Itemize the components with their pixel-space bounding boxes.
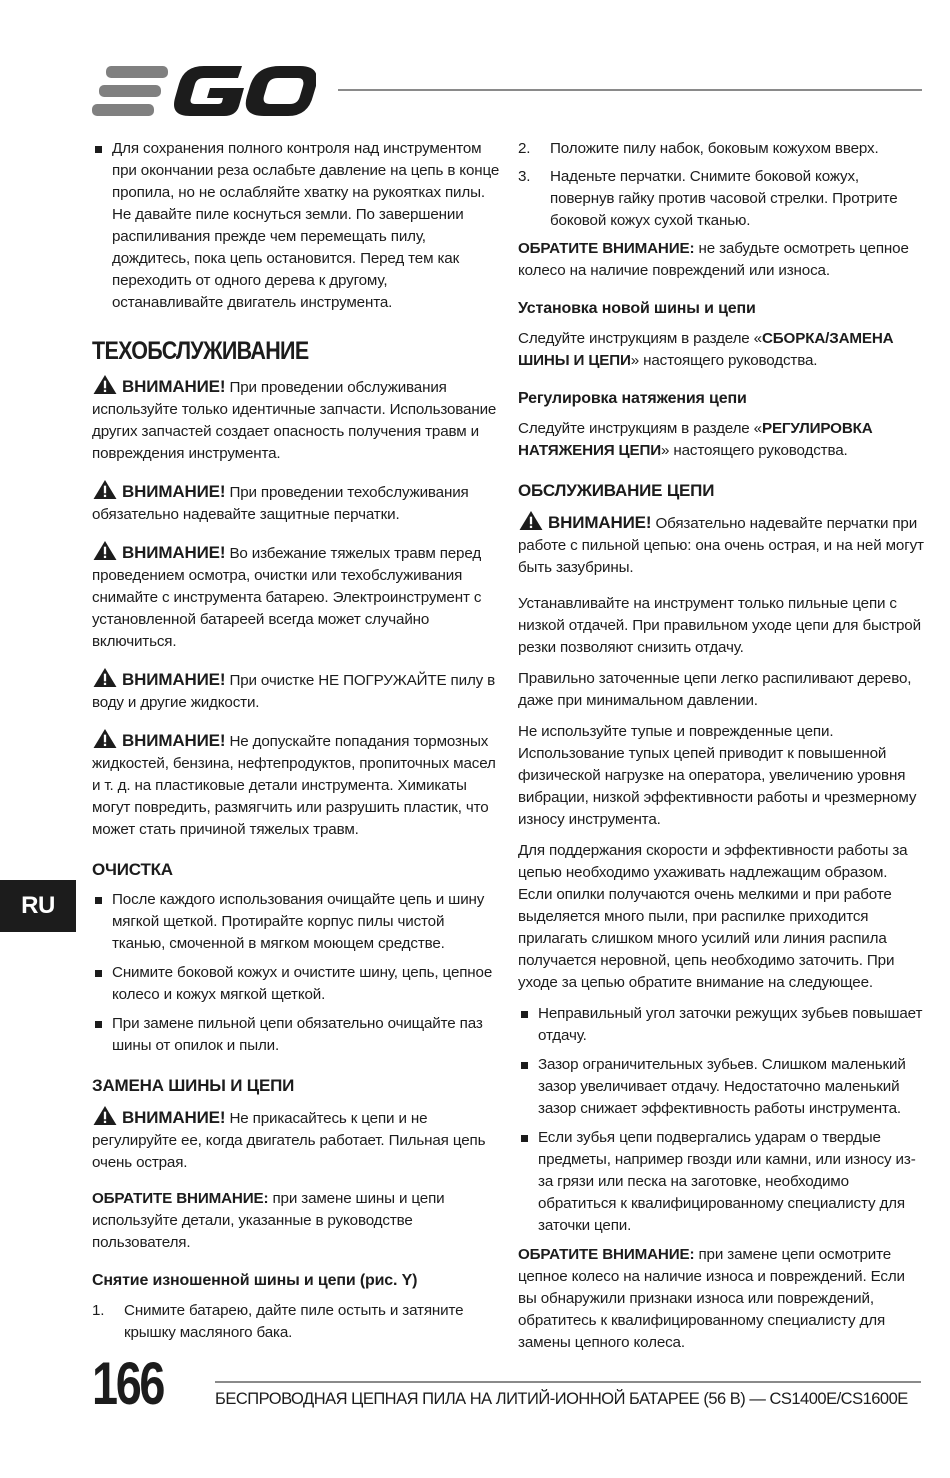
warning-label: ВНИМАНИЕ!: [122, 670, 226, 689]
warning-block: [92, 374, 500, 465]
step-text: Наденьте перчатки. Снимите боковой кожух, повернув гайку против часовой стрелки. Протрите боковой кожух сухой тканью.: [550, 168, 898, 229]
warning-icon: [92, 728, 118, 749]
warning-label: ВНИМАНИЕ!: [122, 377, 226, 396]
warning-block: [92, 667, 500, 714]
tension-title: Регулировка натяжения цепи: [518, 390, 747, 407]
tension-paragraph: [518, 418, 924, 462]
ego-logo: [92, 66, 316, 116]
list-item: При замене пильной цепи обязательно очищайте паз шины от опилок и пыли.: [92, 1013, 500, 1057]
note-text: при замене шины и цепи используйте детали, указанные в руководстве пользователя.: [92, 1190, 445, 1251]
intro-bullet: Для сохранения полного контроля над инструментом при окончании реза ослабьте давление на цепь в конце пропила, но не ослабляйте хватку на рукоятках пилы. Не давайте пиле коснуться земли. По завершении распиливания прежде чем перемещать пилу, дождитесь, пока цепь остановится. Перед тем как переходить от одного дерева к другому, останавливайте двигатель инструмента.: [92, 138, 500, 314]
warning-icon: [518, 510, 544, 531]
page-number: 166: [92, 1350, 164, 1417]
note-paragraph: [518, 1244, 924, 1354]
step-number: 1.: [92, 1302, 105, 1319]
paragraph: Устанавливайте на инструмент только пильные цепи с низкой отдачей. При правильном уходе цепи для быстрой резки позволяют снизить отдачу.: [518, 595, 921, 656]
step-item: [92, 1300, 500, 1344]
warning-text: Во избежание тяжелых травм перед проведением осмотра, очистки или техобслуживания снимайте с инструмента батарею. Электроинструмент с установленной батареей всегда может случайно включиться.: [92, 545, 482, 650]
note-paragraph: [92, 1188, 500, 1254]
tension-ref: РЕГУЛИРОВКА НАТЯЖЕНИЯ ЦЕПИ: [518, 420, 873, 459]
warning-text: При проведении техобслуживания обязательно надевайте защитные перчатки.: [92, 484, 469, 523]
note-paragraph: [518, 238, 924, 282]
install-ref: СБОРКА/ЗАМЕНА ШИНЫ И ЦЕПИ: [518, 330, 894, 369]
step-number: 2.: [518, 140, 531, 157]
replace-title: ЗАМЕНА ШИНЫ И ЦЕПИ: [92, 1076, 295, 1095]
warning-icon: [92, 540, 118, 561]
warning-block: [518, 510, 924, 579]
list-item: Неправильный угол заточки режущих зубьев повышает отдачу.: [518, 1003, 924, 1047]
install-post: » настоящего руководства.: [630, 352, 818, 369]
warning-label: ВНИМАНИЕ!: [122, 1108, 226, 1127]
cleaning-title: ОЧИСТКА: [92, 860, 173, 879]
chain-service-title: ОБСЛУЖИВАНИЕ ЦЕПИ: [518, 481, 715, 500]
warning-text: При очистке НЕ ПОГРУЖАЙТЕ пилу в воду и другие жидкости.: [92, 672, 496, 711]
install-pre: Следуйте инструкциям в разделе «: [518, 330, 762, 347]
left-column: [92, 138, 500, 1350]
warning-label: ВНИМАНИЕ!: [122, 731, 226, 750]
paragraph: Правильно заточенные цепи легко распиливают дерево, даже при минимальном давлении.: [518, 670, 912, 709]
warning-block: [92, 540, 500, 653]
warning-icon: [92, 479, 118, 500]
warning-block: [92, 728, 500, 841]
language-tab: RU: [0, 880, 76, 932]
tension-pre: Следуйте инструкциям в разделе «: [518, 420, 762, 437]
warning-label: ВНИМАНИЕ!: [122, 543, 226, 562]
step-item: [518, 138, 924, 160]
warning-label: ВНИМАНИЕ!: [122, 482, 226, 501]
paragraph: Для поддержания скорости и эффективности работы за цепью необходимо ухаживать надлежащим образом. Если опилки получаются очень мелкими и при работе выделяется много пыли, при распилке приходится прилагать слишком много усилий или линия распила получается неровной, цепь необходимо заточить. При уходе за цепью обратите внимание на следующее.: [518, 842, 908, 991]
step-text: Положите пилу набок, боковым кожухом вверх.: [550, 140, 879, 157]
footer-rule: [215, 1381, 921, 1383]
warning-text: Не прикасайтесь к цепи и не регулируйте ее, когда двигатель работает. Пильная цепь очень острая.: [92, 1110, 486, 1171]
note-label: ОБРАТИТЕ ВНИМАНИЕ:: [518, 240, 695, 257]
step-item: [518, 166, 924, 232]
right-column: [518, 138, 924, 1363]
step-text: Снимите батарею, дайте пиле остыть и затяните крышку масляного бака.: [124, 1302, 464, 1341]
footer-title: БЕСПРОВОДНАЯ ЦЕПНАЯ ПИЛА НА ЛИТИЙ-ИОННОЙ БАТАРЕЕ (56 В) — CS1400E/CS1600E: [215, 1390, 908, 1408]
list-item: Зазор ограничительных зубьев. Слишком маленький зазор увеличивает отдачу. Недостаточно маленький зазор снижает эффективность работы инструмента.: [518, 1054, 924, 1120]
removal-title: Снятие изношенной шины и цепи (рис. Y): [92, 1272, 418, 1289]
warning-label: ВНИМАНИЕ!: [548, 513, 652, 532]
warning-text: Не допускайте попадания тормозных жидкостей, бензина, нефтепродуктов, пропиточных масел и т. д. на пластиковые детали инструмента. Химикаты могут повредить, размягчить или разрушить пластик, что может стать причиной тяжелых травм.: [92, 733, 496, 838]
list-item: Снимите боковой кожух и очистите шину, цепь, цепное колесо и кожух мягкой щеткой.: [92, 962, 500, 1006]
warning-text: Обязательно надевайте перчатки при работе с пильной цепью: она очень острая, и на ней могут быть зазубрины.: [518, 515, 924, 576]
step-number: 3.: [518, 168, 531, 185]
install-paragraph: [518, 328, 924, 372]
note-label: ОБРАТИТЕ ВНИМАНИЕ:: [92, 1190, 269, 1207]
header-rule: [338, 89, 922, 91]
list-item: Если зубья цепи подвергались ударам о твердые предметы, например гвозди или камни, или износу из-за грязи или песка на заготовке, необходимо обратиться к квалифицированному специалисту для заточки цепи.: [518, 1127, 924, 1237]
warning-text: При проведении обслуживания используйте только идентичные запчасти. Использование других запчастей создает опасность получения травм и повреждения инструмента.: [92, 379, 497, 462]
warning-block: [92, 1105, 500, 1174]
note-text: не забудьте осмотреть цепное колесо на наличие повреждений или износа.: [518, 240, 909, 279]
warning-icon: [92, 1105, 118, 1126]
list-item: После каждого использования очищайте цепь и шину мягкой щеткой. Протирайте корпус пилы чистой тканью, смоченной в мягком моющем средстве.: [92, 889, 500, 955]
paragraph: Не используйте тупые и поврежденные цепи. Использование тупых цепей приводит к повышенной физической нагрузке на оператора, увеличению уровня вибрации, низкой эффективности работы и чрезмерному износу инструмента.: [518, 723, 917, 828]
install-title: Установка новой шины и цепи: [518, 300, 756, 317]
warning-icon: [92, 667, 118, 688]
warning-icon: [92, 374, 118, 395]
tension-post: » настоящего руководства.: [661, 442, 848, 459]
warning-block: [92, 479, 500, 526]
maintenance-title: ТЕХОБСЛУЖИВАНИЕ: [92, 337, 309, 365]
note-text: при замене цепи осмотрите цепное колесо на наличие износа и повреждений. Если вы обнаружили признаки износа или повреждений, обратитесь к квалифицированному специалисту для замены цепного колеса.: [518, 1246, 905, 1351]
note-label: ОБРАТИТЕ ВНИМАНИЕ:: [518, 1246, 695, 1263]
